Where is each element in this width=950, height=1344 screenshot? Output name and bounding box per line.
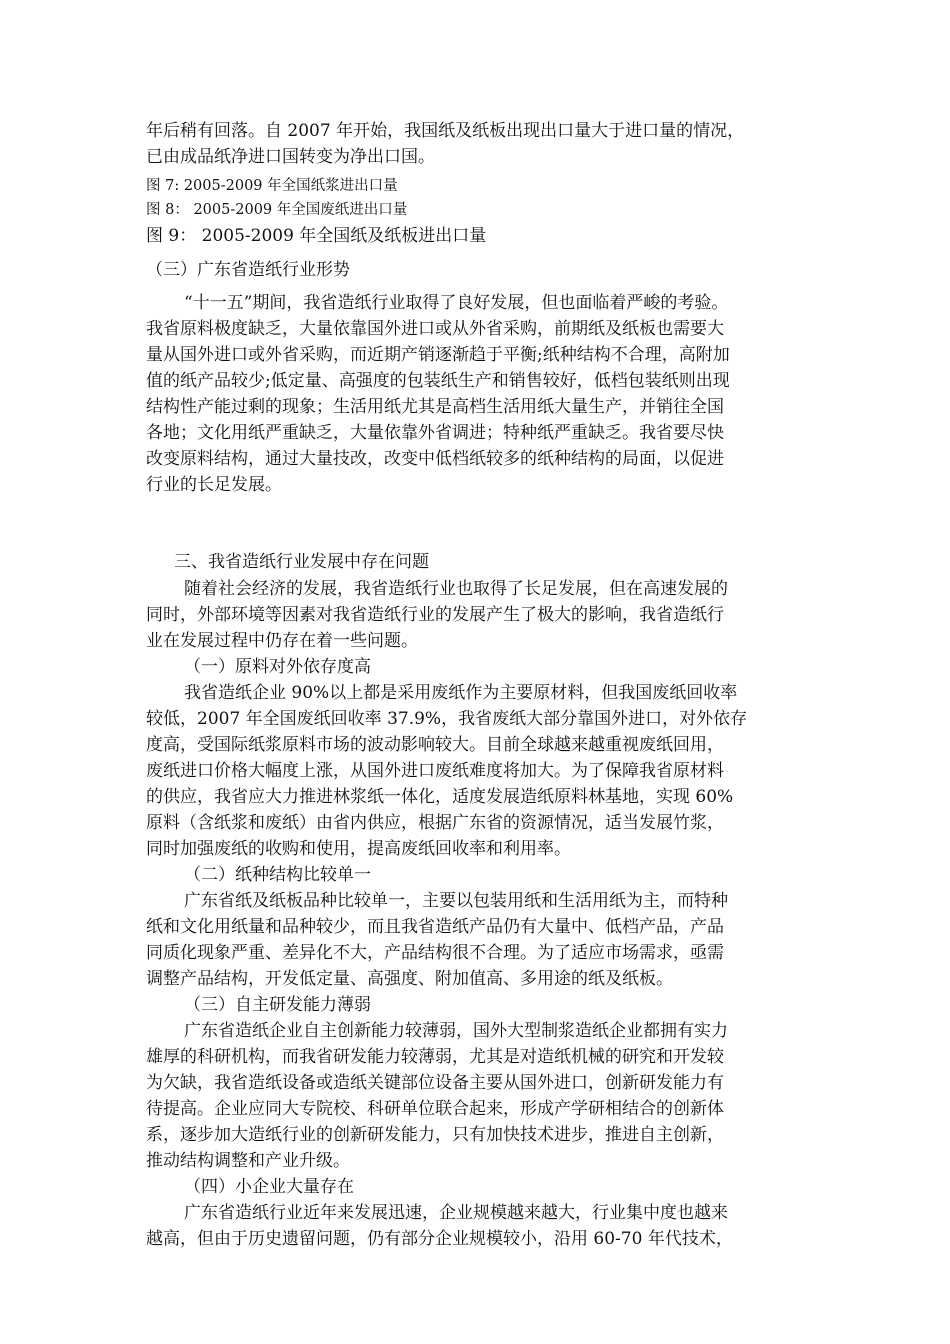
text-line: 行业的长足发展。	[146, 475, 282, 495]
problems-intro-paragraph	[146, 576, 816, 654]
document-page	[146, 118, 816, 1252]
text-line: 的供应，我省应大力推进林浆纸一体化，适度发展造纸原料林基地，实现 60%	[146, 787, 734, 807]
text-line: 越高，但由于历史遗留问题，仍有部分企业规模较小，沿用 60-70 年代技术，	[146, 1229, 733, 1249]
paper-types-paragraph	[146, 888, 816, 992]
raw-materials-paragraph	[146, 680, 816, 862]
text-line: 各地；文化用纸严重缺乏，大量依靠外省调进；特种纸严重缺乏。我省要尽快	[146, 423, 724, 443]
text-line: 结构性产能过剩的现象；生活用纸尤其是高档生活用纸大量生产，并销往全国	[146, 397, 724, 417]
text-line: “十一五”期间，我省造纸行业取得了良好发展，但也面临着严峻的考验。	[184, 293, 729, 313]
intro-paragraph	[146, 118, 816, 170]
part-heading-problems: 三、我省造纸行业发展中存在问题	[174, 552, 429, 572]
subheading-small-enterprises: （四）小企业大量存在	[184, 1177, 354, 1197]
text-line: 量从国外进口或外省采购，而近期产销逐渐趋于平衡;纸种结构不合理，高附加	[146, 345, 730, 365]
text-line: 广东省纸及纸板品种比较单一，主要以包装用纸和生活用纸为主，而特种	[184, 891, 728, 911]
text-line: 系，逐步加大造纸行业的创新研发能力，只有加快技术进步，推进自主创新，	[146, 1125, 724, 1145]
subheading-raw-materials: （一）原料对外依存度高	[184, 657, 371, 677]
rnd-paragraph	[146, 1018, 816, 1174]
figure-caption-7: 图 7: 2005-2009 年全国纸浆进出口量	[146, 178, 398, 194]
text-line: 已由成品纸净进口国转变为净出口国。	[146, 147, 435, 167]
text-line: 为欠缺，我省造纸设备或造纸关键部位设备主要从国外进口，创新研发能力有	[146, 1073, 724, 1093]
text-line: 我省原料极度缺乏，大量依靠国外进口或从外省采购，前期纸及纸板也需要大	[146, 319, 724, 339]
text-line: 广东省造纸企业自主创新能力较薄弱，国外大型制浆造纸企业都拥有实力	[184, 1021, 728, 1041]
figure-caption-8: 图 8： 2005-2009 年全国废纸进出口量	[146, 202, 408, 218]
section-heading-guangdong: （三）广东省造纸行业形势	[146, 260, 350, 280]
text-line: 值的纸产品较少;低定量、高强度的包装纸生产和销售较好，低档包装纸则出现	[146, 371, 730, 391]
text-line: 年后稍有回落。自 2007 年开始，我国纸及纸板出现出口量大于进口量的情况，	[146, 121, 745, 141]
text-line: 度高，受国际纸浆原料市场的波动影响较大。目前全球越来越重视废纸回用，	[146, 735, 724, 755]
text-line: 调整产品结构，开发低定量、高强度、附加值高、多用途的纸及纸板。	[146, 969, 673, 989]
guangdong-paragraph	[146, 290, 816, 498]
text-line: 原料（含纸浆和废纸）由省内供应，根据广东省的资源情况，适当发展竹浆，	[146, 813, 724, 833]
text-line: 较低，2007 年全国废纸回收率 37.9%，我省废纸大部分靠国外进口，对外依存	[146, 709, 748, 729]
text-line: 废纸进口价格大幅度上涨，从国外进口废纸难度将加大。为了保障我省原材料	[146, 761, 724, 781]
text-line: 同时，外部环境等因素对我省造纸行业的发展产生了极大的影响，我省造纸行	[146, 605, 724, 625]
text-line: 待提高。企业应同大专院校、科研单位联合起来，形成产学研相结合的创新体	[146, 1099, 724, 1119]
text-line: 纸和文化用纸量和品种较少，而且我省造纸产品仍有大量中、低档产品，产品	[146, 917, 724, 937]
text-line: 广东省造纸行业近年来发展迅速，企业规模越来越大，行业集中度也越来	[184, 1203, 728, 1223]
text-line: 推动结构调整和产业升级。	[146, 1151, 350, 1171]
text-line: 雄厚的科研机构，而我省研发能力较薄弱，尤其是对造纸机械的研究和开发较	[146, 1047, 724, 1067]
text-line: 业在发展过程中仍存在着一些问题。	[146, 631, 418, 651]
text-line: 改变原料结构，通过大量技改，改变中低档纸较多的纸种结构的局面，以促进	[146, 449, 724, 469]
text-line: 随着社会经济的发展，我省造纸行业也取得了长足发展，但在高速发展的	[184, 579, 728, 599]
text-line: 我省造纸企业 90%以上都是采用废纸作为主要原材料，但我国废纸回收率	[184, 683, 738, 703]
figure-caption-9: 图 9： 2005-2009 年全国纸及纸板进出口量	[146, 226, 487, 246]
subheading-paper-types: （二）纸种结构比较单一	[184, 865, 371, 885]
spacer	[146, 498, 816, 548]
text-line: 同时加强废纸的收购和使用，提高废纸回收率和利用率。	[146, 839, 571, 859]
small-enterprises-paragraph	[146, 1200, 816, 1252]
text-line: 同质化现象严重、差异化不大，产品结构很不合理。为了适应市场需求，亟需	[146, 943, 724, 963]
subheading-rnd: （三）自主研发能力薄弱	[184, 995, 371, 1015]
